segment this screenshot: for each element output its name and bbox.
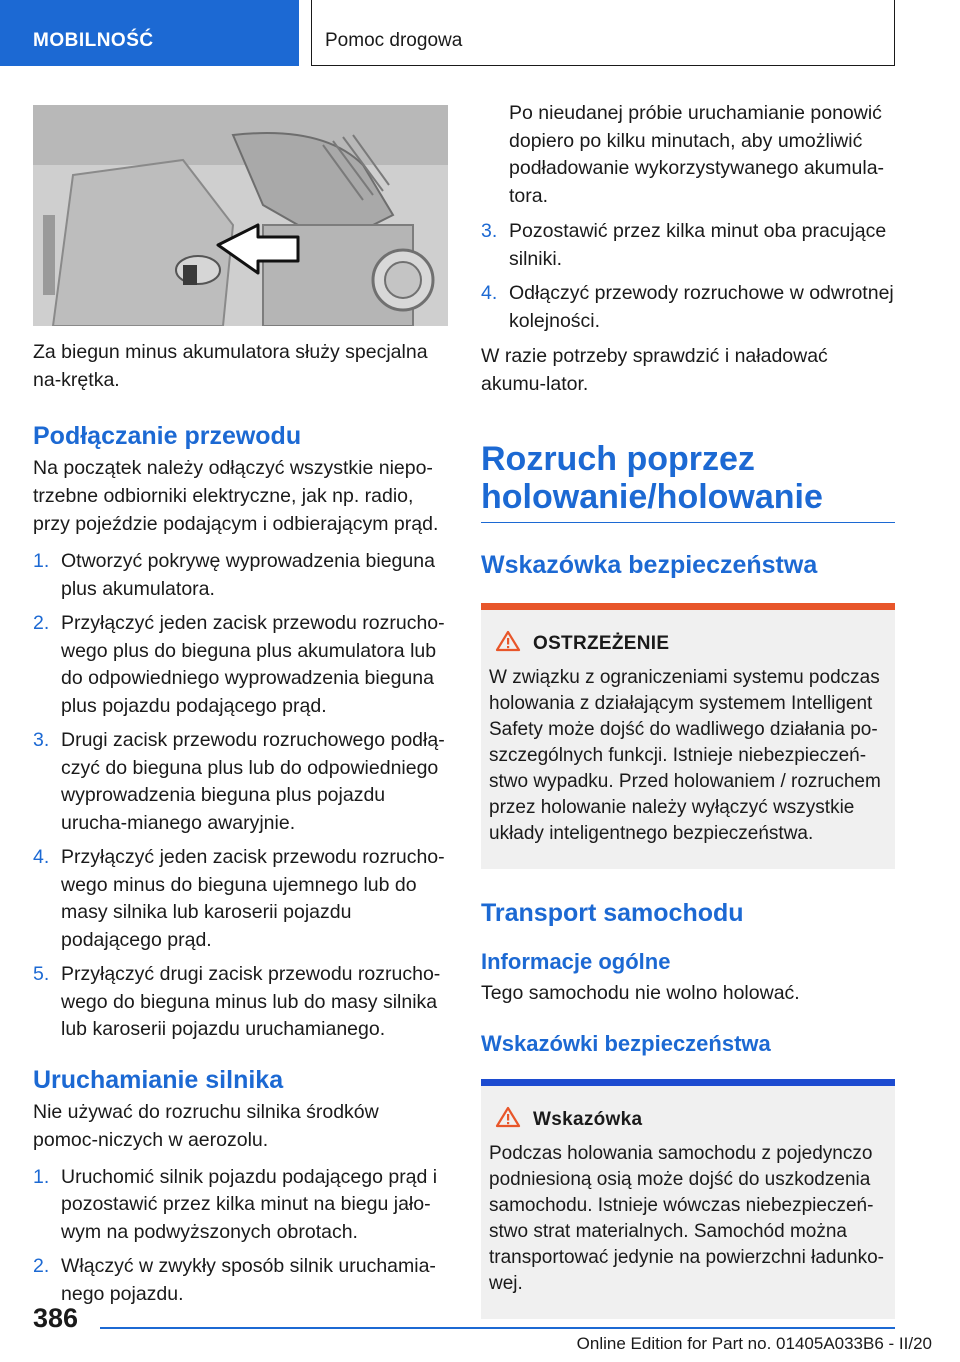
connect-steps: [33, 548, 448, 1044]
page-header: [0, 0, 960, 66]
note-text: Podczas holowania samochodu z pojedynczo podniesioną osią może dojść do uszkodzenia samochodu. Istnieje wówczas niebezpieczeń-stwo strat materialnych. Samochód można transportować jedynie na powierzchni ładunko-wej.: [489, 1143, 885, 1294]
step-number: 1.: [33, 1165, 50, 1188]
subheading-general: Informacje ogólne: [481, 949, 671, 974]
footer-divider: [100, 1327, 895, 1329]
section-tab: [0, 0, 299, 66]
note-box: [481, 1079, 895, 1319]
list-item: [33, 844, 448, 954]
chapter-title: Pomoc drogowa: [325, 30, 463, 51]
warning-header: [489, 630, 887, 657]
general-text: Tego samochodu nie wolno holować.: [481, 982, 800, 1004]
page-number: 386: [33, 1303, 79, 1333]
step-number: 4.: [33, 846, 50, 868]
start-steps-continued: [481, 218, 895, 335]
step-text: Przyłączyć jeden zacisk przewodu rozrucho-wego minus do bieguna ujemnego lub do masy silnika lub karoserii pojazdu podającego prąd.: [61, 846, 445, 951]
step-number: 3.: [481, 220, 498, 242]
list-item: [33, 548, 448, 603]
step-text: Włączyć w zwykły sposób silnik uruchamia-nego pojazdu.: [61, 1255, 436, 1305]
note-header: [489, 1106, 887, 1133]
check-battery-text: W razie potrzeby sprawdzić i naładować akumu-lator.: [481, 345, 828, 395]
warning-triangle-icon: [495, 1106, 521, 1133]
list-item: [481, 218, 895, 273]
chapter-heading-tow-start: Rozruch poprzez holowanie/holowanie: [481, 440, 895, 523]
section-heading-transport: Transport samochodu: [481, 899, 744, 927]
step-text: Przyłączyć drugi zacisk przewodu rozrucho-wego do bieguna minus lub do masy silnika lub karoserii pojazdu uruchamianego.: [61, 963, 441, 1040]
subheading-tips: Wskazówki bezpieczeństwa: [481, 1031, 771, 1056]
list-item: [33, 1164, 448, 1247]
list-item: [33, 610, 448, 720]
step-number: 2.: [33, 1255, 50, 1277]
photo-caption: Za biegun minus akumulatora służy specjalna na-krętka.: [33, 341, 428, 391]
warning-triangle-icon: [495, 630, 521, 657]
warning-label: OSTRZEŻENIE: [533, 632, 670, 654]
step-number: 3.: [33, 729, 50, 751]
step-text: Przyłączyć jeden zacisk przewodu rozrucho-wego plus do bieguna plus akumulatora lub do odpowiedniego wyprowadzenia bieguna plus pojazdu podającego prąd.: [61, 612, 445, 717]
step-number: 5.: [33, 963, 50, 985]
start-steps: [33, 1164, 448, 1309]
section-heading-connect: Podłączanie przewodu: [33, 422, 302, 450]
warning-text: W związku z ograniczeniami systemu podczas holowania z działającym systemem Intelligent Safety może dojść do wadliwego działania po-szczególnych funkcji. Istnieje niebezpieczeń-stwo wypadku. Przed holowaniem / rozruchem przez holowanie należy wyłączyć wszystkie układy inteligentnego bezpieczeństwa.: [489, 667, 881, 844]
engine-bay-photo: [33, 105, 448, 326]
right-column: [481, 100, 895, 1319]
chapter-title-box: [311, 0, 895, 66]
note-label: Wskazówka: [533, 1108, 643, 1130]
list-item: [33, 727, 448, 837]
left-column: [33, 105, 448, 1315]
section-heading-start: Uruchamianie silnika: [33, 1065, 284, 1094]
section-heading-safety: Wskazówka bezpieczeństwa: [481, 551, 818, 579]
edition-text: Online Edition for Part no. 01405A033B6 - II/20: [576, 1334, 932, 1353]
step-continuation: Po nieudanej próbie uruchamianie ponowić dopiero po kilku minutach, aby umożliwić podładowanie wykorzystywanego akumula-tora.: [509, 102, 885, 207]
engine-bay-illustration: [33, 105, 448, 326]
step-text: Drugi zacisk przewodu rozruchowego podłą-czyć do bieguna plus lub do odpowiedniego wyprowadzenia bieguna plus pojazdu urucha-mianego awaryjnie.: [61, 729, 445, 834]
step-number: 1.: [33, 550, 50, 572]
step-number: 2.: [33, 612, 50, 634]
step-text: Otworzyć pokrywę wyprowadzenia bieguna plus akumulatora.: [61, 550, 435, 600]
step-text: Pozostawić przez kilka minut oba pracujące silniki.: [509, 220, 887, 270]
list-item: [33, 961, 448, 1044]
start-intro: Nie używać do rozruchu silnika środków pomoc-niczych w aerozolu.: [33, 1100, 379, 1151]
step-text: Uruchomić silnik pojazdu podającego prąd i pozostawić przez kilka minut na biegu jało-wym na podwyższonych obrotach.: [61, 1165, 438, 1243]
section-label: MOBILNOŚĆ: [33, 30, 154, 51]
list-item: [33, 1253, 448, 1308]
step-number: 4.: [481, 282, 498, 304]
connect-intro: Na początek należy odłączyć wszystkie niepo-trzebne odbiorniki elektryczne, jak np. radio, przy pojeździe podającym i odbierającym prąd.: [33, 457, 439, 535]
step-text: Odłączyć przewody rozruchowe w odwrotnej kolejności.: [509, 282, 894, 332]
warning-box: [481, 603, 895, 869]
list-item: [481, 280, 895, 335]
